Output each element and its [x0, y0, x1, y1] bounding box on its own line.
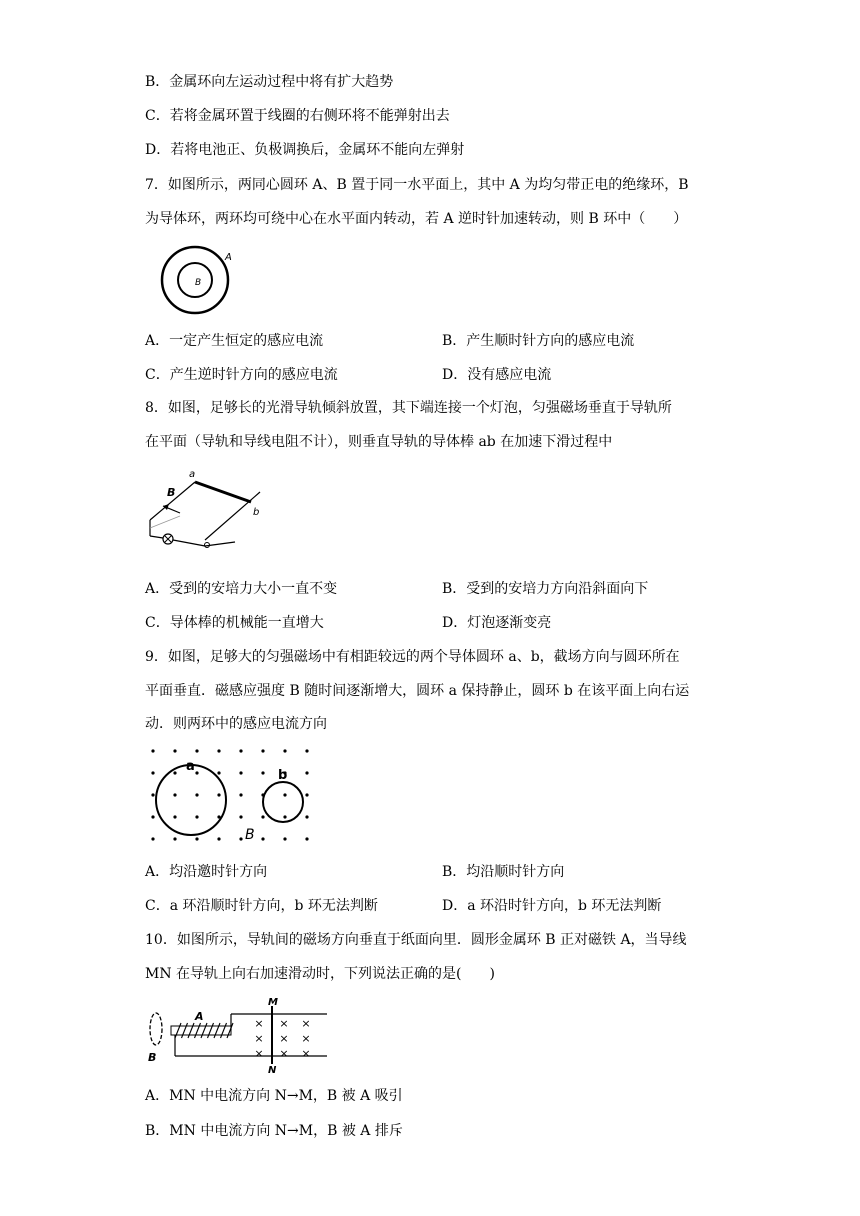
field-dot: [151, 793, 154, 796]
ring-b: [263, 782, 303, 822]
field-dot: [151, 837, 154, 840]
coil-winding: [175, 1023, 181, 1038]
field-dot: [173, 771, 176, 774]
label-ring-b: B: [148, 1051, 157, 1064]
option-8c: C．导体棒的机械能一直增大: [145, 615, 324, 631]
label-magnet-a: A: [195, 1010, 204, 1023]
coil-winding: [227, 1023, 233, 1038]
field-dot: [173, 837, 176, 840]
field-dot: [173, 749, 176, 752]
label-field-b: B: [245, 827, 255, 843]
option-9a: A．均沿邀时针方向: [145, 864, 268, 880]
option-7c: C．产生逆时针方向的感应电流: [145, 367, 338, 383]
option-6b: B．金属环向左运动过程中将有扩大趋势: [145, 74, 394, 90]
field-cross: ×: [279, 1032, 289, 1045]
rod-ab: [195, 482, 251, 502]
ring-a: [156, 765, 226, 835]
field-dot: [239, 749, 242, 752]
label-field-b: B: [167, 486, 176, 499]
question-9-line-3: 动．则两环中的感应电流方向: [145, 716, 327, 732]
field-dot: [195, 749, 198, 752]
field-dot: [217, 793, 220, 796]
coil-winding: [214, 1023, 220, 1038]
field-dot: [305, 771, 308, 774]
field-dot: [261, 837, 264, 840]
field-cross: ×: [254, 1047, 264, 1060]
figure-inclined-rails: [145, 468, 270, 553]
question-7-line-2: 为导体环，两环均可绕中心在水平面内转动，若 A 逆时针加速转动，则 B 环中（ ）: [145, 211, 688, 227]
question-7-line-1: 7．如图所示，两同心圆环 A、B 置于同一水平面上，其中 A 为均匀带正电的绝缘环，B: [145, 177, 689, 193]
label-b: b: [253, 507, 260, 518]
field-dot: [305, 749, 308, 752]
field-dot: [305, 837, 308, 840]
option-10a: A．MN 中电流方向 N→M，B 被 A 吸引: [145, 1088, 403, 1104]
field-dot: [195, 815, 198, 818]
option-7d: D．没有感应电流: [442, 367, 552, 383]
field-dot: [239, 771, 242, 774]
field-cross: ×: [301, 1047, 311, 1060]
field-dot: [151, 749, 154, 752]
option-8a: A．受到的安培力大小一直不变: [145, 581, 338, 597]
figure-solenoid-rails: [145, 996, 330, 1076]
field-dot: [173, 793, 176, 796]
figure-field-rings: [145, 743, 320, 848]
field-cross: ×: [301, 1017, 311, 1030]
field-dot: [173, 815, 176, 818]
coil-winding: [188, 1023, 194, 1038]
question-8-line-2: 在平面（导轨和导线电阻不计），则垂直导轨的导体棒 ab 在加速下滑过程中: [145, 434, 613, 450]
label-b: b: [278, 768, 288, 783]
field-cross: ×: [301, 1032, 311, 1045]
field-dot: [195, 771, 198, 774]
option-9c: C．a 环沿顺时针方向，b 环无法判断: [145, 898, 378, 914]
field-dot: [283, 793, 286, 796]
field-dot: [305, 815, 308, 818]
field-dot: [217, 771, 220, 774]
ring-a-label: A: [225, 252, 232, 263]
field-dot: [261, 749, 264, 752]
field-dot: [305, 793, 308, 796]
field-dot: [239, 793, 242, 796]
field-dot: [283, 815, 286, 818]
coil-winding: [195, 1023, 201, 1038]
option-7b: B．产生顺时针方向的感应电流: [442, 333, 635, 349]
field-cross: ×: [254, 1032, 264, 1045]
option-8b: B．受到的安培力方向沿斜面向下: [442, 581, 649, 597]
field-dot: [261, 815, 264, 818]
question-8-line-1: 8．如图，足够长的光滑导轨倾斜放置，其下端连接一个灯泡，匀强磁场垂直于导轨所: [145, 400, 672, 416]
field-cross: ×: [279, 1047, 289, 1060]
label-a: a: [189, 469, 196, 480]
option-7a: A．一定产生恒定的感应电流: [145, 333, 324, 349]
coil-winding: [221, 1023, 227, 1038]
figure-concentric-rings: [145, 242, 245, 317]
option-6d: D．若将电池正、负极调换后，金属环不能向左弹射: [145, 142, 465, 158]
field-cross: ×: [279, 1017, 289, 1030]
field-dot: [261, 771, 264, 774]
field-dot: [283, 837, 286, 840]
field-dot: [217, 837, 220, 840]
option-9d: D．a 环沿时针方向，b 环无法判断: [442, 898, 662, 914]
field-dot: [151, 815, 154, 818]
field-dot: [151, 771, 154, 774]
coil-winding: [201, 1023, 207, 1038]
field-cross: ×: [254, 1017, 264, 1030]
ring-b-label: B: [195, 278, 202, 288]
label-n: N: [268, 1065, 277, 1076]
field-dot: [195, 793, 198, 796]
field-dot: [239, 815, 242, 818]
field-dot: [217, 749, 220, 752]
question-9-line-2: 平面垂直．磁感应强度 B 随时间逐渐增大，圆环 a 保持静止，圆环 b 在该平面上向右运: [145, 683, 690, 699]
question-9-line-1: 9．如图，足够大的匀强磁场中有相距较远的两个导体圆环 a、b，截场方向与圆环所在: [145, 649, 680, 665]
option-10b: B．MN 中电流方向 N→M，B 被 A 排斥: [145, 1123, 403, 1139]
option-8d: D．灯泡逐渐变亮: [442, 615, 552, 631]
question-10-line-1: 10．如图所示，导轨间的磁场方向垂直于纸面向里．圆形金属环 B 正对磁铁 A，当导线: [145, 932, 687, 948]
option-6c: C．若将金属环置于线圈的右侧环将不能弹射出去: [145, 108, 450, 124]
label-a: a: [186, 759, 195, 774]
ring-b: [150, 1013, 162, 1045]
field-dot: [283, 749, 286, 752]
label-m: M: [268, 997, 278, 1008]
field-dot: [239, 837, 242, 840]
question-10-line-2: MN 在导轨上向右加速滑动时，下列说法正确的是( ): [145, 966, 495, 982]
coil-winding: [208, 1023, 214, 1038]
coil-winding: [182, 1023, 188, 1038]
option-9b: B．均沿顺时针方向: [442, 864, 565, 880]
field-dot: [195, 837, 198, 840]
